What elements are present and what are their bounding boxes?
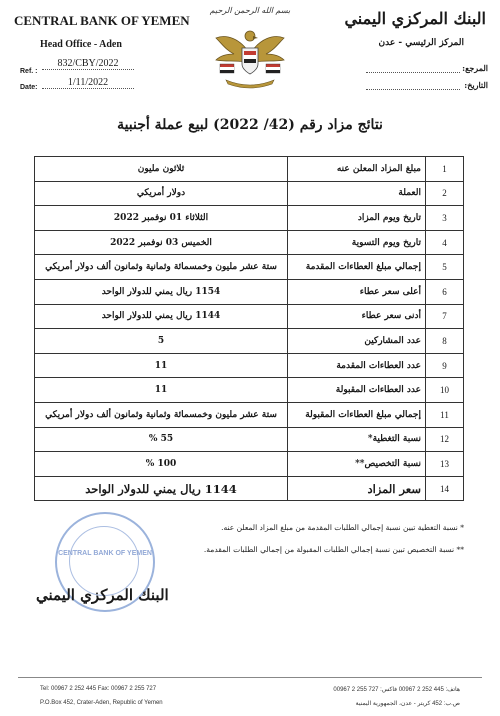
stamp-text: CENTRAL BANK OF YEMEN [58,550,152,557]
arabic-ref-label: المرجع: [462,63,488,73]
document-title: نتائج مزاد رقم (42/ 2022) لبيع عملة أجنبية [117,117,383,133]
row-label: مبلغ المزاد المعلن عنه [288,157,426,182]
auction-results-table [34,156,464,501]
row-label: أعلى سعر عطاء [288,279,426,304]
table-row [35,329,464,354]
row-number: 8 [426,329,464,354]
row-label: سعر المزاد [288,476,426,501]
row-number: 2 [426,181,464,206]
table-row [35,181,464,206]
table-row [35,353,464,378]
row-number: 9 [426,353,464,378]
row-number: 5 [426,255,464,280]
row-value: دولار أمريكي [35,181,288,206]
table-row [35,157,464,182]
row-value: الثلاثاء 01 نوفمبر 2022 [35,206,288,231]
row-number: 7 [426,304,464,329]
row-number: 6 [426,279,464,304]
row-value: ستة عشر مليون وخمسمائة وثمانية وثمانون ألف دولار أمريكي [35,255,288,280]
row-label: أدنى سعر عطاء [288,304,426,329]
basmala: بسم الله الرحمن الرحيم [209,6,291,15]
footer-divider [18,677,482,678]
row-label: تاريخ ويوم المزاد [288,206,426,231]
ref-label: Ref. : [20,68,38,75]
table-row [35,279,464,304]
date-label: Date: [20,84,38,91]
row-label: تاريخ ويوم التسوية [288,230,426,255]
row-number: 4 [426,230,464,255]
row-value: 1144 ريال يمني للدولار الواحد [35,476,288,501]
table-row [35,476,464,501]
ref-value: 832/CBY/2022 [42,58,134,70]
table-row [35,378,464,403]
table-row [35,206,464,231]
signature-bank-name: البنك المركزي اليمني [36,586,169,604]
arabic-date-line [366,89,460,90]
row-value: 11 [35,378,288,403]
footer-english-address: P.O.Box 452, Crater-Aden, Republic of Yemen [40,700,163,706]
row-value: ستة عشر مليون وخمسمائة وثمانية وثمانون ألف دولار أمريكي [35,402,288,427]
yemen-eagle-emblem-icon [212,24,288,90]
row-label: إجمالي مبلغ العطاءات المقبولة [288,402,426,427]
row-number: 10 [426,378,464,403]
row-number: 11 [426,402,464,427]
row-number: 3 [426,206,464,231]
row-number: 12 [426,427,464,452]
row-value: الخميس 03 نوفمبر 2022 [35,230,288,255]
row-label: العملة [288,181,426,206]
row-value: 100 % [35,452,288,477]
row-label: عدد العطاءات المقدمة [288,353,426,378]
footer-english-phone: Tel: 00967 2 252 445 Fax: 00967 2 255 727 [40,686,157,692]
footer-arabic-address: ص.ب: 452 كريتر - عدن، الجمهورية اليمنية [355,701,460,707]
arabic-date-label: التاريخ: [464,80,488,90]
english-office-name: Head Office - Aden [40,39,122,50]
table-row [35,230,464,255]
coverage-footnote: * نسبة التغطية تبين نسبة إجمالي الطلبات المقدمة من مبلغ المزاد المعلن عنه. [221,523,464,532]
row-value: ثلاثون مليون [35,157,288,182]
arabic-bank-name: البنك المركزي اليمني [344,9,486,28]
row-label: عدد العطاءات المقبولة [288,378,426,403]
table-row [35,452,464,477]
row-value: 5 [35,329,288,354]
row-value: 1144 ريال يمني للدولار الواحد [35,304,288,329]
footer-arabic-phone: هاتف: 445 252 2 00967 فاكس: 727 255 2 00967 [333,687,460,693]
row-label: إجمالي مبلغ العطاءات المقدمة [288,255,426,280]
allocation-footnote: ** نسبة التخصيص تبين نسبة إجمالي الطلبات المقبولة من إجمالي الطلبات المقدمة. [203,545,464,554]
arabic-office-name: المركز الرئيسي - عدن [378,38,464,48]
table-row [35,427,464,452]
row-value: 11 [35,353,288,378]
table-row [35,255,464,280]
table-row [35,402,464,427]
english-bank-name: CENTRAL BANK OF YEMEN [14,13,190,28]
row-number: 1 [426,157,464,182]
row-number: 13 [426,452,464,477]
row-value: 1154 ريال يمني للدولار الواحد [35,279,288,304]
row-number: 14 [426,476,464,501]
arabic-ref-line [366,72,460,73]
row-label: نسبة التغطية* [288,427,426,452]
row-label: نسبة التخصيص** [288,452,426,477]
date-value: 1/11/2022 [42,77,134,89]
row-label: عدد المشاركين [288,329,426,354]
row-value: 55 % [35,427,288,452]
table-row [35,304,464,329]
